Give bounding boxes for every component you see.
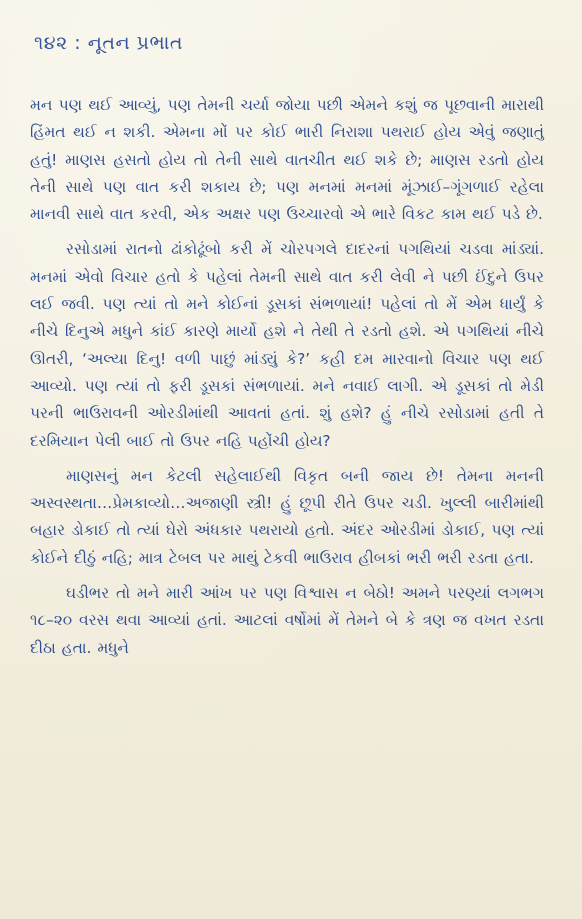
paragraph-4: ઘડીભર તો મને મારી આંખ પર પણ વિશ્વાસ ન બેઠો! અમને પરણ્યાં લગભગ ૧૮–૨૦ વરસ થવા આવ્યાં હતાં. આટલાં વર્ષોમાં મેં તેમને બે કે ત્રણ જ વખત રડતા દીઠા હતા. મધુને — [30, 584, 544, 657]
paragraph-1: મન પણ થઈ આવ્યું, પણ તેમની ચર્યા જોયા પછી એમને કશું જ પૂછવાની મારાથી હિંમત થઈ ન શકી. એમના મોં પર કોઈ ભારી નિરાશા પથરાઈ હોય એવું જણાતું હતું! માણસ હસતો હોય તો તેની સાથે વાતચીત થઈ શકે છે; માણસ રડતો હોય તેની સાથે પણ વાત કરી શકાય છે; પણ મનમાં મનમાં મૂંઝાઈ–ગૂંગળાઈ રહેલા માનવી સાથે વાત કરવી, એક અક્ષર પણ ઉચ્ચારવો એ ભારે વિકટ કામ થઈ પડે છે. — [30, 96, 544, 224]
page-body — [30, 92, 544, 662]
paragraph-3: માણસનું મન કેટલી સહેલાઈથી વિકૃત બની જાય છે! તેમના મનની અસ્વસ્થતા…પ્રેમકાવ્યો…અજાણી સ્ત્રી! હું છૂપી રીતે ઉપર ચડી. ખુલ્લી બારીમાંથી બહાર ડોકાઈ તો ત્યાં ઘેરો અંધકાર પથરાયો હતો. અંદર ઓરડીમાં ડોકાઈ, પણ ત્યાં કોઈને દીઠું નહિ; માત્ર ટેબલ પર માથું ટેકવી ભાઉરાવ હીબકાં ભરી ભરી રડતા હતા. — [30, 466, 544, 567]
page-header: ૧૪૨ : નૂતન પ્રભાત — [34, 32, 183, 54]
paragraph-2: રસોડામાં રાતનો ઢાંકોઢૂંબો કરી મેં ચોરપગલે દાદરનાં પગથિયાં ચડવા માંડ્યાં. મનમાં એવો વિચાર હતો કે પહેલાં તેમની સાથે વાત કરી લેવી ને પછી ઈંદુને ઉપર લઈ જવી. પણ ત્યાં તો મને કોઈનાં ડૂસકાં સંભળાયાં! પહેલાં તો મેં એમ ધાર્યું કે નીચે દિનુએ મધુને કાંઈ કારણે માર્યો હશે ને તેથી તે રડતો હશે. એ પગથિયાં નીચે ઊતરી, ‘અલ્યા દિનુ! વળી પાછું માંડ્યું કે?’ કહી દમ મારવાનો વિચાર પણ થઈ આવ્યો. પણ ત્યાં તો ફરી ડૂસકાં સંભળાયાં. મને નવાઈ લાગી. એ ડૂસકાં તો મેડી પરની ભાઉરાવની ઓરડીમાંથી આવતાં હતાં. શું હશે? હું નીચે રસોડામાં હતી તે દરમિયાન પેલી બાઈ તો ઉપર નહિ પહોંચી હોય? — [30, 240, 544, 450]
